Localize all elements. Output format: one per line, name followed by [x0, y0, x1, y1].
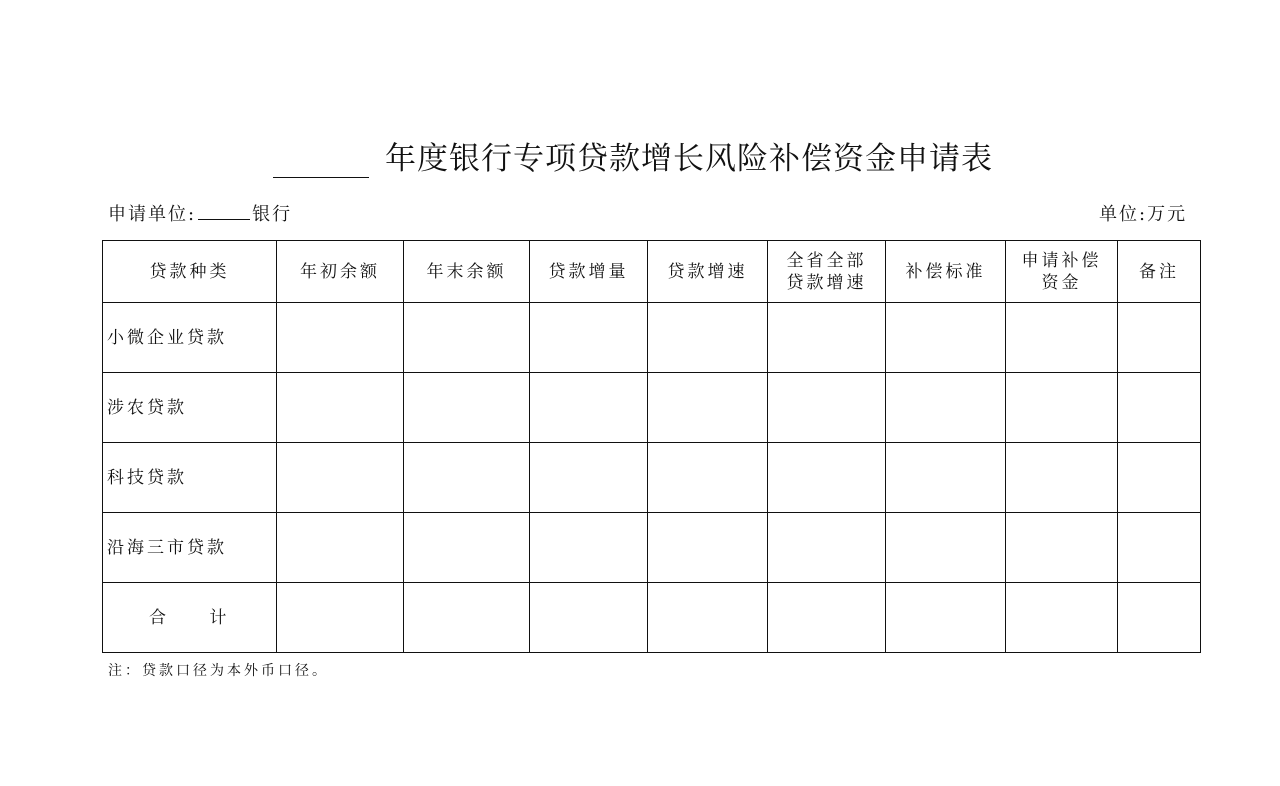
- header-remarks: 备注: [1118, 241, 1201, 303]
- table-cell[interactable]: [886, 373, 1006, 443]
- table-cell[interactable]: [648, 513, 768, 583]
- table-cell[interactable]: [530, 373, 648, 443]
- table-cell[interactable]: [404, 443, 530, 513]
- table-cell[interactable]: [1006, 303, 1118, 373]
- table-cell[interactable]: [530, 513, 648, 583]
- table-cell[interactable]: [277, 443, 404, 513]
- table-cell[interactable]: [886, 443, 1006, 513]
- application-table: [102, 240, 1201, 653]
- table-cell[interactable]: [277, 373, 404, 443]
- table-cell[interactable]: [1006, 443, 1118, 513]
- table-cell[interactable]: [1118, 513, 1201, 583]
- table-cell[interactable]: [1006, 513, 1118, 583]
- table-cell[interactable]: [404, 583, 530, 653]
- header-begin-balance: 年初余额: [277, 241, 404, 303]
- unit-label: 单位:万元: [1099, 204, 1188, 225]
- form-title-text: 年度银行专项贷款增长风险补偿资金申请表: [385, 141, 993, 177]
- applicant-line: [108, 200, 292, 226]
- table-cell[interactable]: [886, 303, 1006, 373]
- table-cell[interactable]: [404, 513, 530, 583]
- header-loan-increment: 贷款增量: [530, 241, 648, 303]
- table-cell[interactable]: [886, 513, 1006, 583]
- table-row: [103, 373, 1201, 443]
- table-cell[interactable]: [1006, 373, 1118, 443]
- year-blank[interactable]: [273, 145, 369, 178]
- table-cell[interactable]: [1118, 583, 1201, 653]
- table-cell[interactable]: [886, 583, 1006, 653]
- row-label-small-micro: 小微企业贷款: [103, 303, 277, 373]
- header-requested-compensation: 申请补偿 资金: [1006, 241, 1118, 303]
- table-row: [103, 303, 1201, 373]
- row-label-total: 合 计: [103, 583, 277, 653]
- table-cell[interactable]: [648, 373, 768, 443]
- header-loan-type: 贷款种类: [103, 241, 277, 303]
- table-cell[interactable]: [648, 303, 768, 373]
- table-cell[interactable]: [404, 303, 530, 373]
- table-cell[interactable]: [768, 303, 886, 373]
- footnote: 注：贷款口径为本外币口径。: [108, 663, 329, 679]
- table-cell[interactable]: [768, 513, 886, 583]
- table-cell[interactable]: [530, 303, 648, 373]
- table-row: [103, 513, 1201, 583]
- table-cell[interactable]: [768, 373, 886, 443]
- row-label-coastal-cities: 沿海三市贷款: [103, 513, 277, 583]
- table-row: [103, 443, 1201, 513]
- header-loan-growth-rate: 贷款增速: [648, 241, 768, 303]
- row-label-agriculture: 涉农贷款: [103, 373, 277, 443]
- table-cell[interactable]: [1118, 373, 1201, 443]
- row-label-technology: 科技贷款: [103, 443, 277, 513]
- applicant-bank-blank[interactable]: [198, 201, 250, 220]
- applicant-suffix: 银行: [252, 204, 293, 225]
- table-cell[interactable]: [530, 583, 648, 653]
- form-title: [0, 133, 1280, 178]
- header-compensation-standard: 补偿标准: [886, 241, 1006, 303]
- table-cell[interactable]: [404, 373, 530, 443]
- table-row-total: [103, 583, 1201, 653]
- table-cell[interactable]: [768, 443, 886, 513]
- table-cell[interactable]: [648, 583, 768, 653]
- table-cell[interactable]: [1006, 583, 1118, 653]
- header-end-balance: 年末余额: [404, 241, 530, 303]
- table-cell[interactable]: [277, 513, 404, 583]
- applicant-label: 申请单位:: [108, 204, 197, 225]
- table-cell[interactable]: [1118, 303, 1201, 373]
- table-cell[interactable]: [277, 583, 404, 653]
- table-cell[interactable]: [1118, 443, 1201, 513]
- table-cell[interactable]: [648, 443, 768, 513]
- header-province-growth-rate: 全省全部 贷款增速: [768, 241, 886, 303]
- table-cell[interactable]: [530, 443, 648, 513]
- table-cell[interactable]: [768, 583, 886, 653]
- header-row: [103, 241, 1201, 303]
- table-cell[interactable]: [277, 303, 404, 373]
